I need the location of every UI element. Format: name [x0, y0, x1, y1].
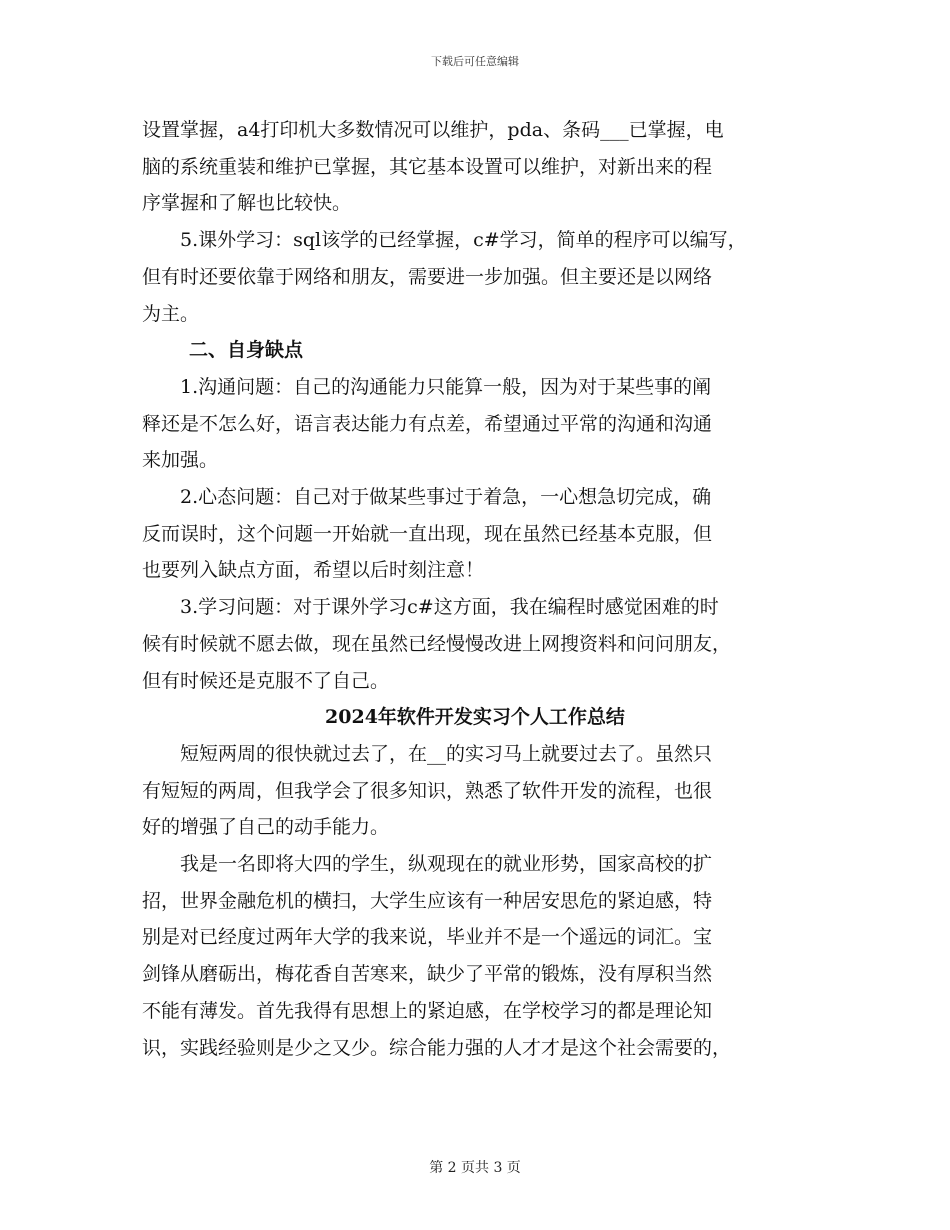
paragraph: [142, 846, 808, 1066]
text-line: 别是对已经度过两年大学的我来说，毕业并不是一个遥远的词汇。宝: [142, 926, 713, 949]
text-line: 但有时还要依靠于网络和朋友，需要进一步加强。但主要还是以网络: [142, 265, 713, 288]
text-line: 好的增强了自己的动手能力。: [142, 816, 390, 839]
page-footer: 第 2 页共 3 页: [429, 1160, 521, 1176]
paragraph: [142, 112, 808, 222]
text-line: 释还是不怎么好，语言表达能力有点差，希望通过平常的沟通和沟通: [142, 412, 713, 435]
paragraph: [142, 369, 808, 479]
paragraph: [142, 479, 808, 589]
section-heading: 二、自身缺点: [189, 339, 304, 362]
page-header: 下载后可任意编辑: [431, 55, 519, 68]
paragraph: [142, 736, 808, 846]
text-line: 设置掌握，a4打印机大多数情况可以维护，pda、条码___已掌握，电: [142, 119, 724, 141]
text-line: 识，实践经验则是少之又少。综合能力强的人才才是这个社会需要的，: [142, 1036, 732, 1059]
text-line: 5.课外学习：sql该学的已经掌握，c#学习，简单的程序可以编写，: [180, 229, 747, 252]
document-title: 2024年软件开发实习个人工作总结: [325, 706, 625, 729]
text-line: 脑的系统重装和维护已掌握，其它基本设置可以维护，对新出来的程: [142, 155, 713, 178]
text-line: 也要列入缺点方面，希望以后时刻注意！: [142, 559, 485, 582]
document-body: [142, 112, 808, 1066]
text-line: 3.学习问题：对于课外学习c#这方面，我在编程时感觉困难的时: [180, 596, 719, 619]
text-line: 但有时候还是克服不了自己。: [142, 669, 390, 692]
text-line: 我是一名即将大四的学生，纵观现在的就业形势，国家高校的扩: [180, 853, 713, 876]
text-line: 序掌握和了解也比较快。: [142, 192, 352, 215]
text-line: 来加强。: [142, 449, 219, 472]
text-line: 1.沟通问题：自己的沟通能力只能算一般，因为对于某些事的阐: [180, 375, 712, 398]
text-line: 招，世界金融危机的横扫，大学生应该有一种居安思危的紧迫感，特: [142, 889, 713, 912]
text-line: 短短两周的很快就过去了，在__的实习马上就要过去了。虽然只: [180, 742, 713, 765]
text-line: 反而误时，这个问题一开始就一直出现，现在虽然已经基本克服，但: [142, 522, 713, 545]
text-line: 为主。: [142, 302, 200, 325]
text-line: 不能有薄发。首先我得有思想上的紧迫感，在学校学习的都是理论知: [142, 999, 713, 1022]
text-line: 剑锋从磨砺出，梅花香自苦寒来，缺少了平常的锻炼，没有厚积当然: [142, 963, 713, 986]
paragraph: [142, 589, 808, 699]
text-line: 候有时候就不愿去做，现在虽然已经慢慢改进上网搜资料和问问朋友，: [142, 632, 732, 655]
text-line: 2.心态问题：自己对于做某些事过于着急，一心想急切完成，确: [180, 486, 712, 509]
text-line: 有短短的两周，但我学会了很多知识，熟悉了软件开发的流程，也很: [142, 779, 713, 802]
paragraph: [142, 222, 808, 332]
